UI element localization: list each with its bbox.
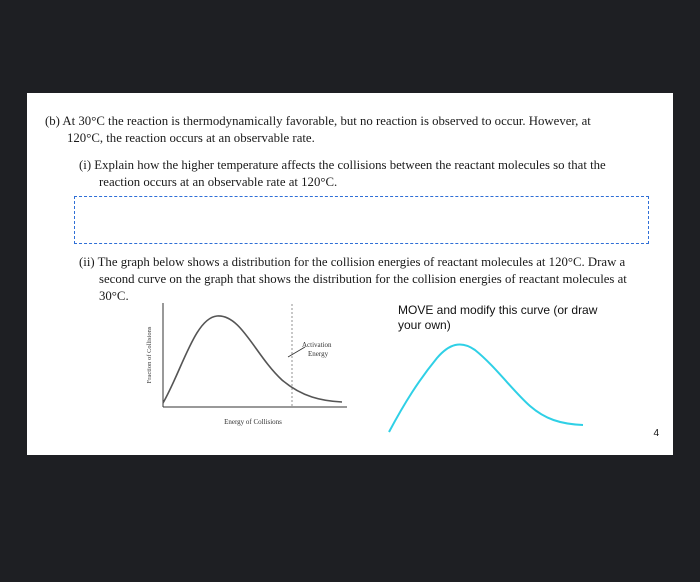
distribution-curve-120c [163, 316, 342, 403]
page-number: 4 [653, 428, 659, 439]
x-axis-label: Energy of Collisions [224, 418, 282, 426]
question-i [79, 157, 659, 191]
question-ii-line3: 30°C. [99, 289, 129, 303]
movable-curve[interactable] [385, 336, 585, 436]
question-ii [79, 254, 659, 305]
y-axis-label: Fraction of Collisions [146, 326, 153, 384]
question-ii-line1: (ii) The graph below shows a distribution for the collision energies of reactant molecules at 120°C. Draw a [79, 255, 626, 269]
worksheet-page [27, 93, 673, 455]
question-i-line2: reaction occurs at an observable rate at 120°C. [99, 175, 338, 189]
question-b [45, 113, 665, 147]
annotation-activation: Activation [302, 341, 332, 349]
answer-text-box[interactable] [74, 196, 649, 244]
move-curve-instruction: MOVE and modify this curve (or draw your own) [398, 303, 598, 332]
question-b-line2: 120°C, the reaction occurs at an observable rate. [67, 131, 315, 145]
annotation-energy: Energy [308, 350, 329, 358]
question-ii-line2: second curve on the graph that shows the distribution for the collision energies of reactant molecules at [99, 272, 627, 286]
movable-curve-path[interactable] [389, 344, 583, 432]
question-b-line1: (b) At 30°C the reaction is thermodynamically favorable, but no reaction is observed to occur. However, at [45, 114, 591, 128]
question-i-line1: (i) Explain how the higher temperature affects the collisions between the reactant molecules so that the [79, 158, 606, 172]
energy-distribution-graph [137, 300, 357, 440]
